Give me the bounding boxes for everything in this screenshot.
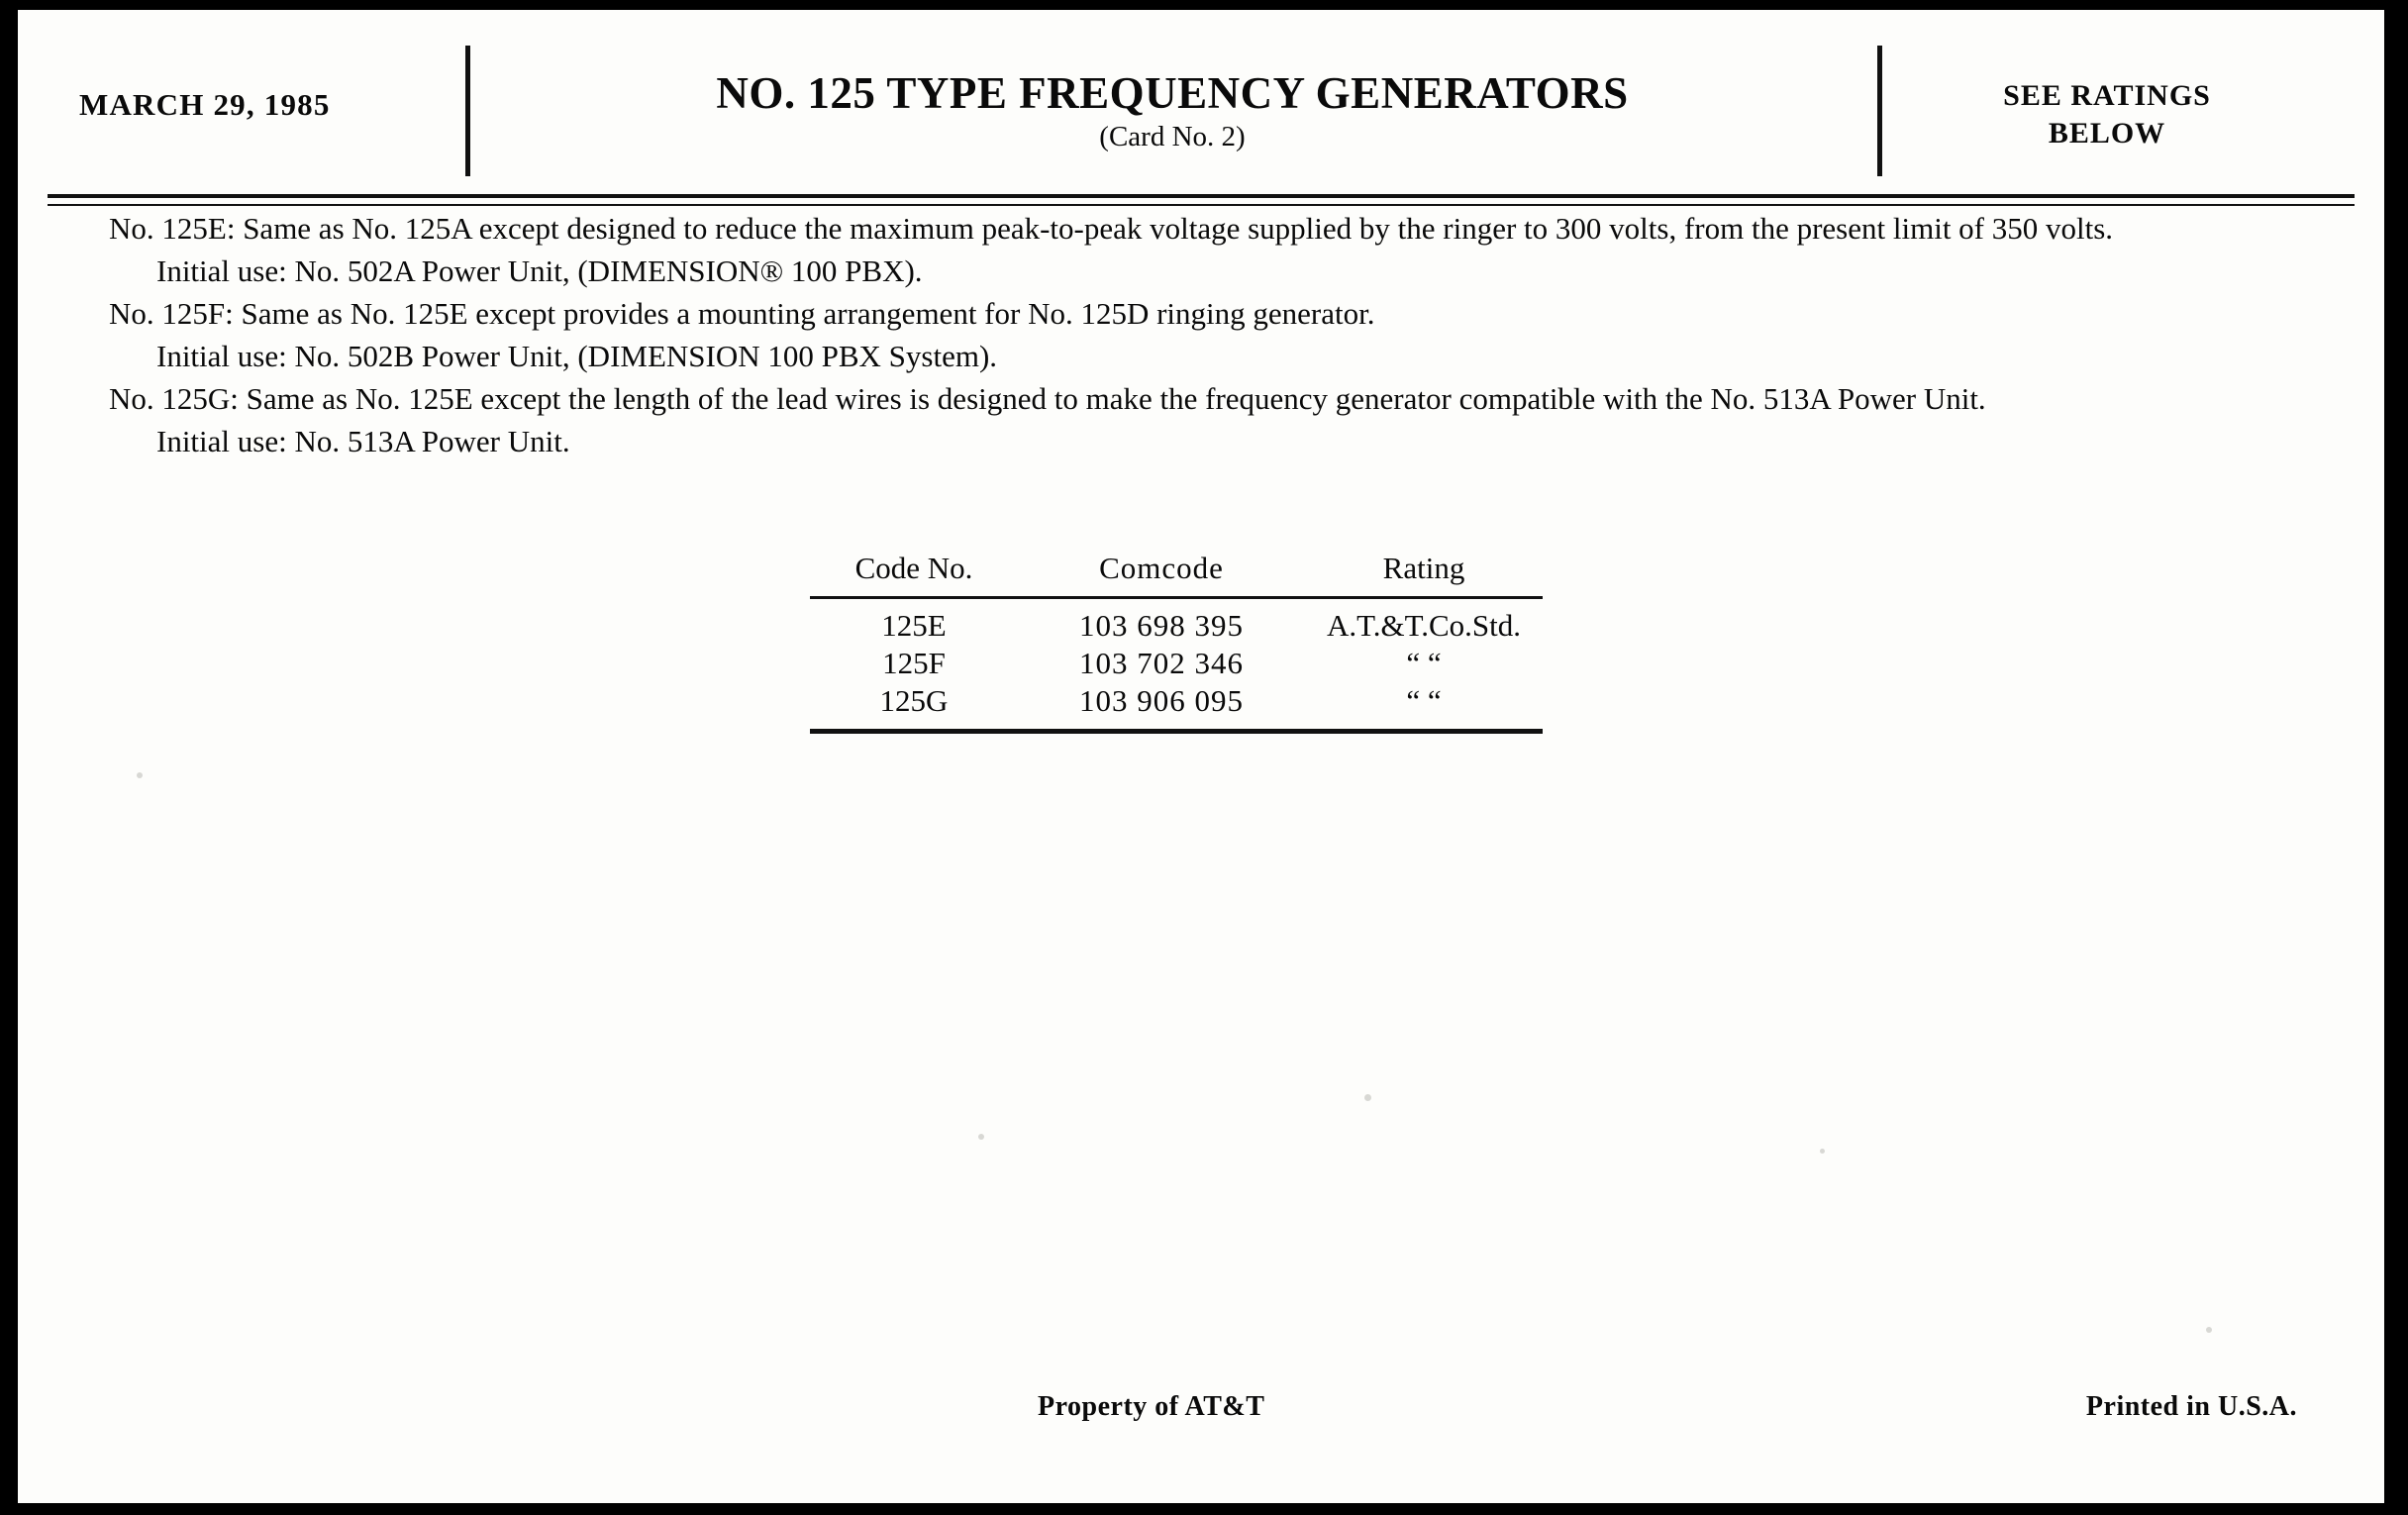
entry-125f-label: No. 125F: bbox=[109, 296, 234, 331]
scan-speck bbox=[2206, 1327, 2212, 1333]
page-title: NO. 125 TYPE FREQUENCY GENERATORS bbox=[716, 68, 1629, 118]
cell-code: 125G bbox=[879, 683, 949, 718]
header-rule bbox=[48, 194, 2355, 206]
table-row bbox=[810, 645, 1543, 682]
cell-comcode: 103 702 346 bbox=[1079, 646, 1244, 680]
column-header-code: Code No. bbox=[810, 545, 1018, 598]
table-row bbox=[810, 682, 1543, 727]
header-divider-left bbox=[465, 46, 470, 176]
header-rating-note bbox=[1889, 77, 2325, 152]
document-page bbox=[18, 10, 2384, 1503]
cell-code: 125E bbox=[881, 608, 947, 643]
page-subtitle: (Card No. 2) bbox=[1099, 121, 1246, 152]
header-date: MARCH 29, 1985 bbox=[79, 87, 331, 122]
column-header-comcode: Comcode bbox=[1018, 545, 1305, 598]
header-divider-right bbox=[1877, 46, 1882, 176]
cell-rating: “ “ bbox=[1406, 646, 1442, 680]
cell-rating: A.T.&T.Co.Std. bbox=[1326, 608, 1522, 643]
scan-speck bbox=[1364, 1094, 1371, 1101]
entry-125e-label: No. 125E: bbox=[109, 211, 236, 246]
entry-125f-text: Same as No. 125E except provides a mounting arrangement for No. 125D ringing generator. bbox=[241, 296, 1375, 331]
scan-speck bbox=[1820, 1149, 1825, 1154]
cell-code: 125F bbox=[882, 646, 946, 680]
entry-125f bbox=[18, 293, 2384, 334]
ratings-table-wrapper bbox=[810, 545, 1543, 734]
header-rating-line1: SEE RATINGS bbox=[2003, 79, 2211, 112]
table-row bbox=[810, 607, 1543, 645]
table-bottom-rule bbox=[810, 729, 1543, 734]
footer-property: Property of AT&T bbox=[1038, 1391, 1265, 1422]
cell-comcode: 103 698 395 bbox=[1079, 608, 1244, 643]
ratings-table bbox=[810, 545, 1543, 727]
cell-comcode: 103 906 095 bbox=[1079, 683, 1244, 718]
entry-125g-text: Same as No. 125E except the length of the lead wires is designed to make the frequency generator compatible with the No. 513A Power Unit. bbox=[246, 381, 1986, 416]
column-header-rating: Rating bbox=[1305, 545, 1543, 598]
scan-speck bbox=[978, 1134, 984, 1140]
entry-125g bbox=[18, 378, 2384, 419]
entry-125g-label: No. 125G: bbox=[109, 381, 239, 416]
entry-125f-initial-use: Initial use: No. 502B Power Unit, (DIMENSION 100 PBX System). bbox=[156, 339, 998, 373]
page-header bbox=[18, 10, 2384, 186]
header-rating-line2: BELOW bbox=[2048, 116, 2166, 150]
table-row bbox=[810, 598, 1543, 608]
entry-125e-text: Same as No. 125A except designed to reduce the maximum peak-to-peak voltage supplied by the ringer to 300 volts, from the present limit of 350 volts. bbox=[243, 211, 2114, 246]
document-body bbox=[18, 208, 2384, 463]
entry-125e-initial-use: Initial use: No. 502A Power Unit, (DIMENSION® 100 PBX). bbox=[156, 253, 923, 288]
entry-125e bbox=[18, 208, 2384, 249]
footer-printed: Printed in U.S.A. bbox=[2085, 1391, 2297, 1422]
scan-speck bbox=[137, 772, 143, 778]
table-header-row bbox=[810, 545, 1543, 598]
entry-125g-initial-use: Initial use: No. 513A Power Unit. bbox=[156, 424, 570, 458]
cell-rating: “ “ bbox=[1406, 683, 1442, 718]
